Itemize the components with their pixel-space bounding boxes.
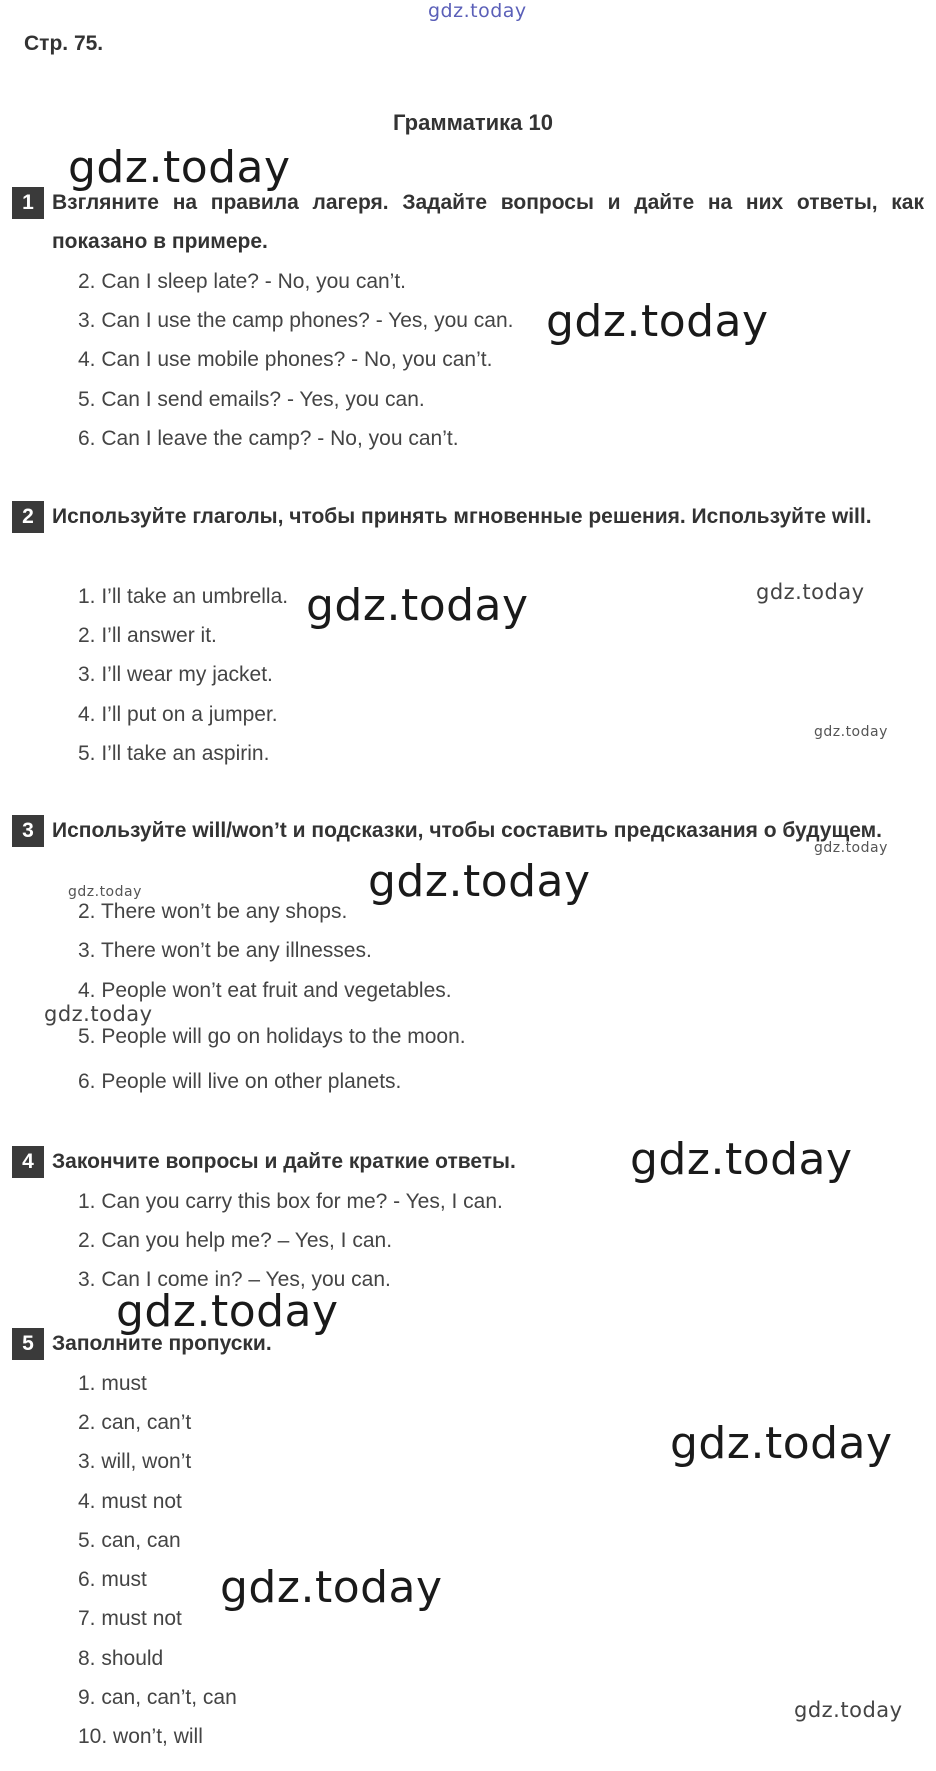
watermark: gdz.today	[756, 580, 865, 604]
exercise-4-answer: 2. Can you help me? – Yes, I can.	[78, 1229, 393, 1252]
exercise-3-answer: 3. There won’t be any illnesses.	[78, 939, 372, 962]
exercise-5-answer: 8. should	[78, 1647, 164, 1670]
exercise-5-title: Заполните пропуски.	[52, 1332, 272, 1355]
watermark: gdz.today	[306, 580, 529, 631]
exercise-5-answer: 1. must	[78, 1372, 147, 1395]
exercise-5-answer: 2. can, can’t	[78, 1411, 192, 1434]
exercise-5-answer: 10. won’t, will	[78, 1725, 203, 1748]
exercise-2-answer: 5. I’ll take an aspirin.	[78, 742, 270, 765]
watermark: gdz.today	[368, 856, 591, 907]
page-reference: Стр. 75.	[24, 32, 104, 55]
watermark: gdz.today	[546, 296, 769, 347]
watermark: gdz.today	[794, 1698, 903, 1722]
exercise-3-answer: 5. People will go on holidays to the moon.	[78, 1025, 466, 1048]
watermark: gdz.today	[630, 1134, 853, 1185]
exercise-4-number: 4	[12, 1146, 44, 1178]
exercise-3-answer: 2. There won’t be any shops.	[78, 900, 348, 923]
exercise-3-number: 3	[12, 815, 44, 847]
exercise-2-answer: 2. I’ll answer it.	[78, 624, 217, 647]
exercise-3-answer: 4. People won’t eat fruit and vegetables.	[78, 979, 452, 1002]
exercise-4-answer: 1. Can you carry this box for me? - Yes, I can.	[78, 1190, 503, 1213]
exercise-3-answer: 6. People will live on other planets.	[78, 1070, 402, 1093]
exercise-2-number: 2	[12, 501, 44, 533]
watermark: gdz.today	[670, 1418, 893, 1469]
page-title: Грамматика 10	[393, 110, 553, 135]
watermark: gdz.today	[44, 1002, 153, 1026]
exercise-5-answer: 6. must	[78, 1568, 147, 1591]
watermark: gdz.today	[68, 884, 142, 900]
exercise-5-answer: 9. can, can’t, can	[78, 1686, 237, 1709]
exercise-1-answer: 5. Can I send emails? - Yes, you can.	[78, 388, 425, 411]
exercise-5-answer: 5. can, can	[78, 1529, 181, 1552]
exercise-1-answer: 6. Can I leave the camp? - No, you can’t.	[78, 427, 459, 450]
exercise-5-answer: 3. will, won’t	[78, 1450, 192, 1473]
exercise-1-answer: 2. Can I sleep late? - No, you can’t.	[78, 270, 407, 293]
exercise-4-answer: 3. Can I come in? – Yes, you can.	[78, 1268, 391, 1291]
exercise-1-number: 1	[12, 187, 44, 219]
watermark: gdz.today	[814, 840, 888, 856]
exercise-4-title: Закончите вопросы и дайте краткие ответы.	[52, 1150, 516, 1173]
watermark-top: gdz.today	[428, 0, 527, 22]
exercise-5-answer: 7. must not	[78, 1607, 182, 1630]
exercise-2-answer: 3. I’ll wear my jacket.	[78, 663, 273, 686]
exercise-5-number: 5	[12, 1328, 44, 1360]
watermark: gdz.today	[814, 724, 888, 740]
watermark: gdz.today	[116, 1286, 339, 1337]
exercise-5-answer: 4. must not	[78, 1490, 182, 1513]
exercise-2-answer: 1. I’ll take an umbrella.	[78, 585, 289, 608]
exercise-2-answer: 4. I’ll put on a jumper.	[78, 703, 278, 726]
exercise-3-title: Используйте will/won’t и подсказки, чтобы составить предсказания о будущем.	[52, 819, 882, 842]
exercise-1-answer: 3. Can I use the camp phones? - Yes, you can.	[78, 309, 514, 332]
watermark: gdz.today	[220, 1562, 443, 1613]
exercise-2-title: Используйте глаголы, чтобы принять мгновенные решения. Используйте will.	[52, 505, 872, 528]
watermark: gdz.today	[68, 142, 291, 193]
exercise-1-answer: 4. Can I use mobile phones? - No, you can’t.	[78, 348, 493, 371]
exercise-1-title: Взгляните на правила лагеря. Задайте вопросы и дайте на них ответы, как показано в примере.	[52, 191, 924, 253]
